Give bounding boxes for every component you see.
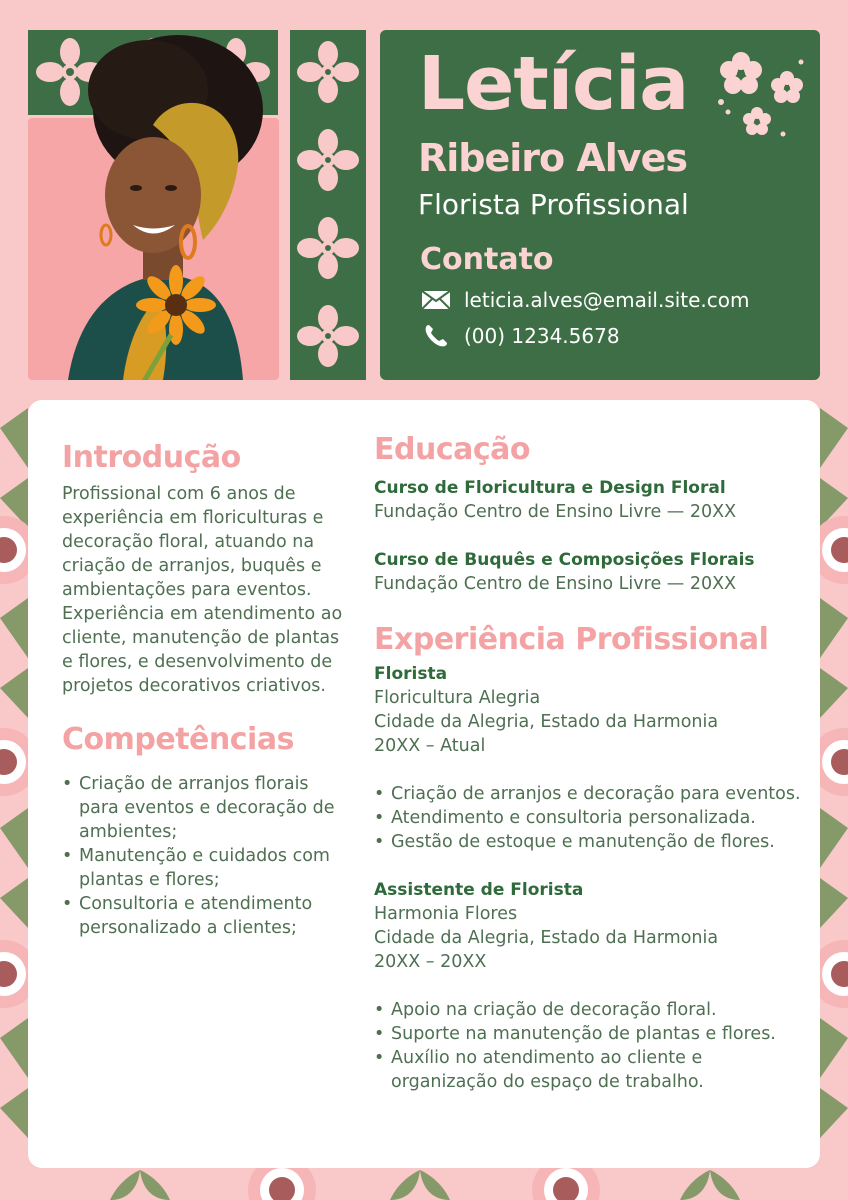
job-role: Florista Profissional bbox=[418, 188, 689, 221]
education-item bbox=[374, 548, 814, 596]
contact-email-row bbox=[420, 288, 750, 312]
job-task: • Gestão de estoque e manutenção de flores. bbox=[374, 830, 814, 854]
contact-heading: Contato bbox=[420, 242, 554, 277]
job-task: • Atendimento e consultoria personalizada. bbox=[374, 806, 814, 830]
job-tasks bbox=[374, 998, 804, 1094]
left-column bbox=[62, 440, 352, 940]
education-item bbox=[374, 476, 814, 524]
right-column bbox=[374, 432, 814, 1094]
header-card bbox=[380, 30, 820, 380]
flower-doodle-icon bbox=[713, 52, 808, 142]
phone-icon bbox=[420, 324, 452, 348]
contact-phone-row bbox=[420, 324, 620, 348]
experience-heading: Experiência Profissional bbox=[374, 622, 769, 657]
job-task: • Criação de arranjos e decoração para eventos. bbox=[374, 782, 814, 806]
education-heading: Educação bbox=[374, 432, 530, 467]
education-course: Curso de Floricultura e Design Floral bbox=[374, 478, 726, 498]
profile-photo bbox=[28, 30, 279, 380]
job-period: 20XX – Atual bbox=[374, 736, 486, 756]
contact-email[interactable]: leticia.alves@email.site.com bbox=[464, 288, 750, 312]
skill-item: • Criação de arranjos florais para eventos e decoração de ambientes; bbox=[62, 772, 352, 844]
education-institution: Fundação Centro de Ensino Livre — 20XX bbox=[374, 502, 737, 522]
first-name: Letícia bbox=[418, 41, 689, 127]
contact-phone[interactable]: (00) 1234.5678 bbox=[464, 324, 620, 348]
envelope-icon bbox=[420, 288, 452, 312]
job-location: Cidade da Alegria, Estado da Harmonia bbox=[374, 928, 719, 948]
job-task: • Auxílio no atendimento ao cliente e organização do espaço de trabalho. bbox=[374, 1046, 804, 1094]
skill-item: • Manutenção e cuidados com plantas e flores; bbox=[62, 844, 352, 892]
skill-item: • Consultoria e atendimento personalizado a clientes; bbox=[62, 892, 352, 940]
job-title: Florista bbox=[374, 664, 448, 684]
education-institution: Fundação Centro de Ensino Livre — 20XX bbox=[374, 574, 737, 594]
job-tasks bbox=[374, 782, 814, 854]
skills-list bbox=[62, 772, 352, 940]
job-task: • Suporte na manutenção de plantas e flores. bbox=[374, 1022, 804, 1046]
last-name: Ribeiro Alves bbox=[418, 136, 687, 180]
job-company: Floricultura Alegria bbox=[374, 688, 541, 708]
education-course: Curso de Buquês e Composições Florais bbox=[374, 550, 755, 570]
floral-tile-column bbox=[290, 30, 366, 380]
job-title: Assistente de Florista bbox=[374, 880, 584, 900]
job-entry bbox=[374, 662, 814, 854]
intro-heading: Introdução bbox=[62, 440, 241, 475]
job-task: • Apoio na criação de decoração floral. bbox=[374, 998, 804, 1022]
job-company: Harmonia Flores bbox=[374, 904, 518, 924]
skills-heading: Competências bbox=[62, 722, 294, 757]
job-period: 20XX – 20XX bbox=[374, 952, 487, 972]
job-location: Cidade da Alegria, Estado da Harmonia bbox=[374, 712, 719, 732]
job-entry bbox=[374, 878, 814, 1094]
intro-text: Profissional com 6 anos de experiência em floriculturas e decoração floral, atuando na criação de arranjos, buquês e ambientações para eventos. Experiência em atendimento ao cliente, manutenção de plantas e flores, e desenvolvimento de projetos decorativos criativos. bbox=[62, 484, 343, 696]
